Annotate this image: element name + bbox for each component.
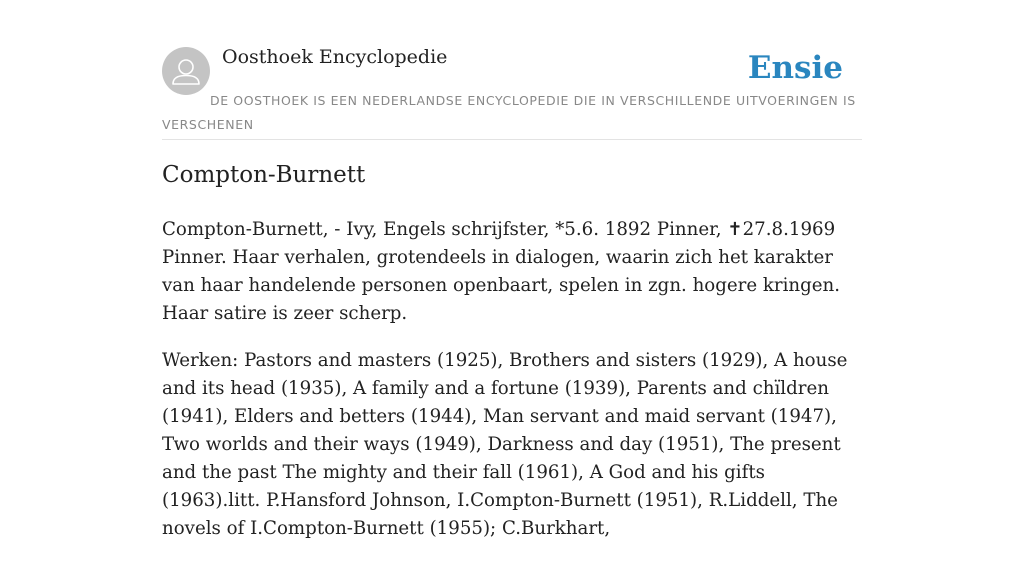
- article-paragraph: Werken: Pastors and masters (1925), Brothers and sisters (1929), A house and its head (1935), A family and a fortune (1939), Parents and chïldren (1941), Elders and betters (1944), Man servant and maid servant (1947), Two worlds and their ways (1949), Darkness and day (1951), The present and the past The mighty and their fall (1961), A God and his gifts (1963).litt. P.Hansford Johnson, I.Compton-Burnett (1951), R.Liddell, The novels of I.Compton-Burnett (1955); C.Burkhart,: [162, 350, 848, 539]
- site-header: [162, 0, 862, 140]
- content-container: [162, 0, 862, 539]
- brand-logo[interactable]: Ensie: [747, 50, 843, 86]
- user-icon: [162, 47, 210, 95]
- article-paragraph: Compton-Burnett, - Ivy, Engels schrijfster, *5.6. 1892 Pinner, ✝27.8.1969 Pinner. Haar verhalen, grotendeels in dialogen, waarin zich het karakter van haar handelende personen openbaart, spelen in zgn. hogere kringen. Haar satire is zeer scherp.: [162, 219, 841, 324]
- site-name[interactable]: Oosthoek Encyclopedie: [222, 46, 448, 68]
- site-description: DE OOSTHOEK IS EEN NEDERLANDSE ENCYCLOPEDIE DIE IN VERSCHILLENDE UITVOERINGEN IS VERSCHENEN: [162, 93, 856, 132]
- article-body: [162, 216, 862, 562]
- article-title: Compton-Burnett: [162, 162, 366, 188]
- avatar[interactable]: [162, 47, 210, 95]
